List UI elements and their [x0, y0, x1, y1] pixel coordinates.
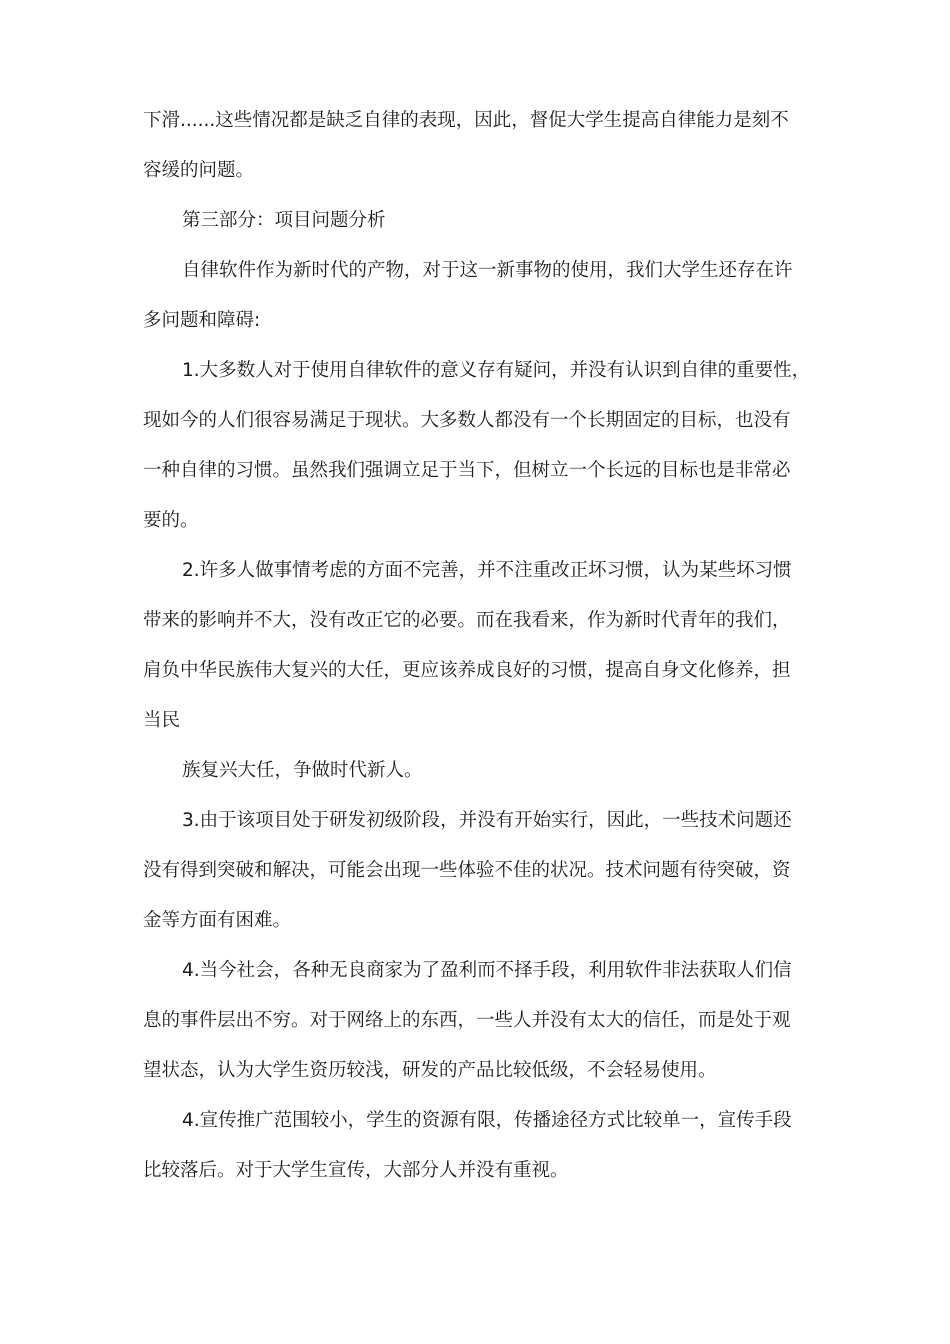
- text-line: 族复兴大任，争做时代新人。: [182, 760, 423, 781]
- text-line: 望状态，认为大学生资历较浅，研发的产品比较低级，不会轻易使用。: [143, 1060, 717, 1081]
- text-line: 带来的影响并不大，没有改正它的必要。而在我看来，作为新时代青年的我们，: [143, 610, 791, 631]
- text-line: 现如今的人们很容易满足于现状。大多数人都没有一个长期固定的目标，也没有: [143, 410, 791, 431]
- list-item-line: 4.宣传推广范围较小，学生的资源有限，传播途径方式比较单一，宣传手段: [182, 1110, 792, 1131]
- text-line: 肩负中华民族伟大复兴的大任，更应该养成良好的习惯，提高自身文化修养，担: [143, 660, 791, 681]
- text-line: 没有得到突破和解决，可能会出现一些体验不佳的状况。技术问题有待突破，资: [143, 860, 791, 881]
- text-line: 多问题和障碍:: [143, 310, 261, 331]
- list-item-line: 3.由于该项目处于研发初级阶段，并没有开始实行，因此，一些技术问题还: [182, 810, 792, 831]
- text-line: 下滑......这些情况都是缺乏自律的表现，因此，督促大学生提高自律能力是刻不: [143, 110, 789, 131]
- text-line: 自律软件作为新时代的产物，对于这一新事物的使用，我们大学生还存在许: [182, 260, 793, 281]
- text-line: 当民: [143, 710, 181, 731]
- section-heading: 第三部分：项目问题分析: [182, 210, 386, 231]
- text-line: 息的事件层出不穷。对于网络上的东西，一些人并没有太大的信任，而是处于观: [143, 1010, 791, 1031]
- text-line: 金等方面有困难。: [143, 910, 292, 931]
- text-line: 要的。: [143, 510, 199, 531]
- list-item-line: 2.许多人做事情考虑的方面不完善，并不注重改正坏习惯，认为某些坏习惯: [182, 560, 792, 581]
- list-item-line: 4.当今社会，各种无良商家为了盈利而不择手段，利用软件非法获取人们信: [182, 960, 792, 981]
- list-item-line: 1.大多数人对于使用自律软件的意义存有疑问，并没有认识到自律的重要性，: [182, 360, 811, 381]
- text-line: 容缓的问题。: [143, 160, 255, 181]
- text-line: 一种自律的习惯。虽然我们强调立足于当下，但树立一个长远的目标也是非常必: [143, 460, 791, 481]
- text-line: 比较落后。对于大学生宣传，大部分人并没有重视。: [143, 1160, 569, 1181]
